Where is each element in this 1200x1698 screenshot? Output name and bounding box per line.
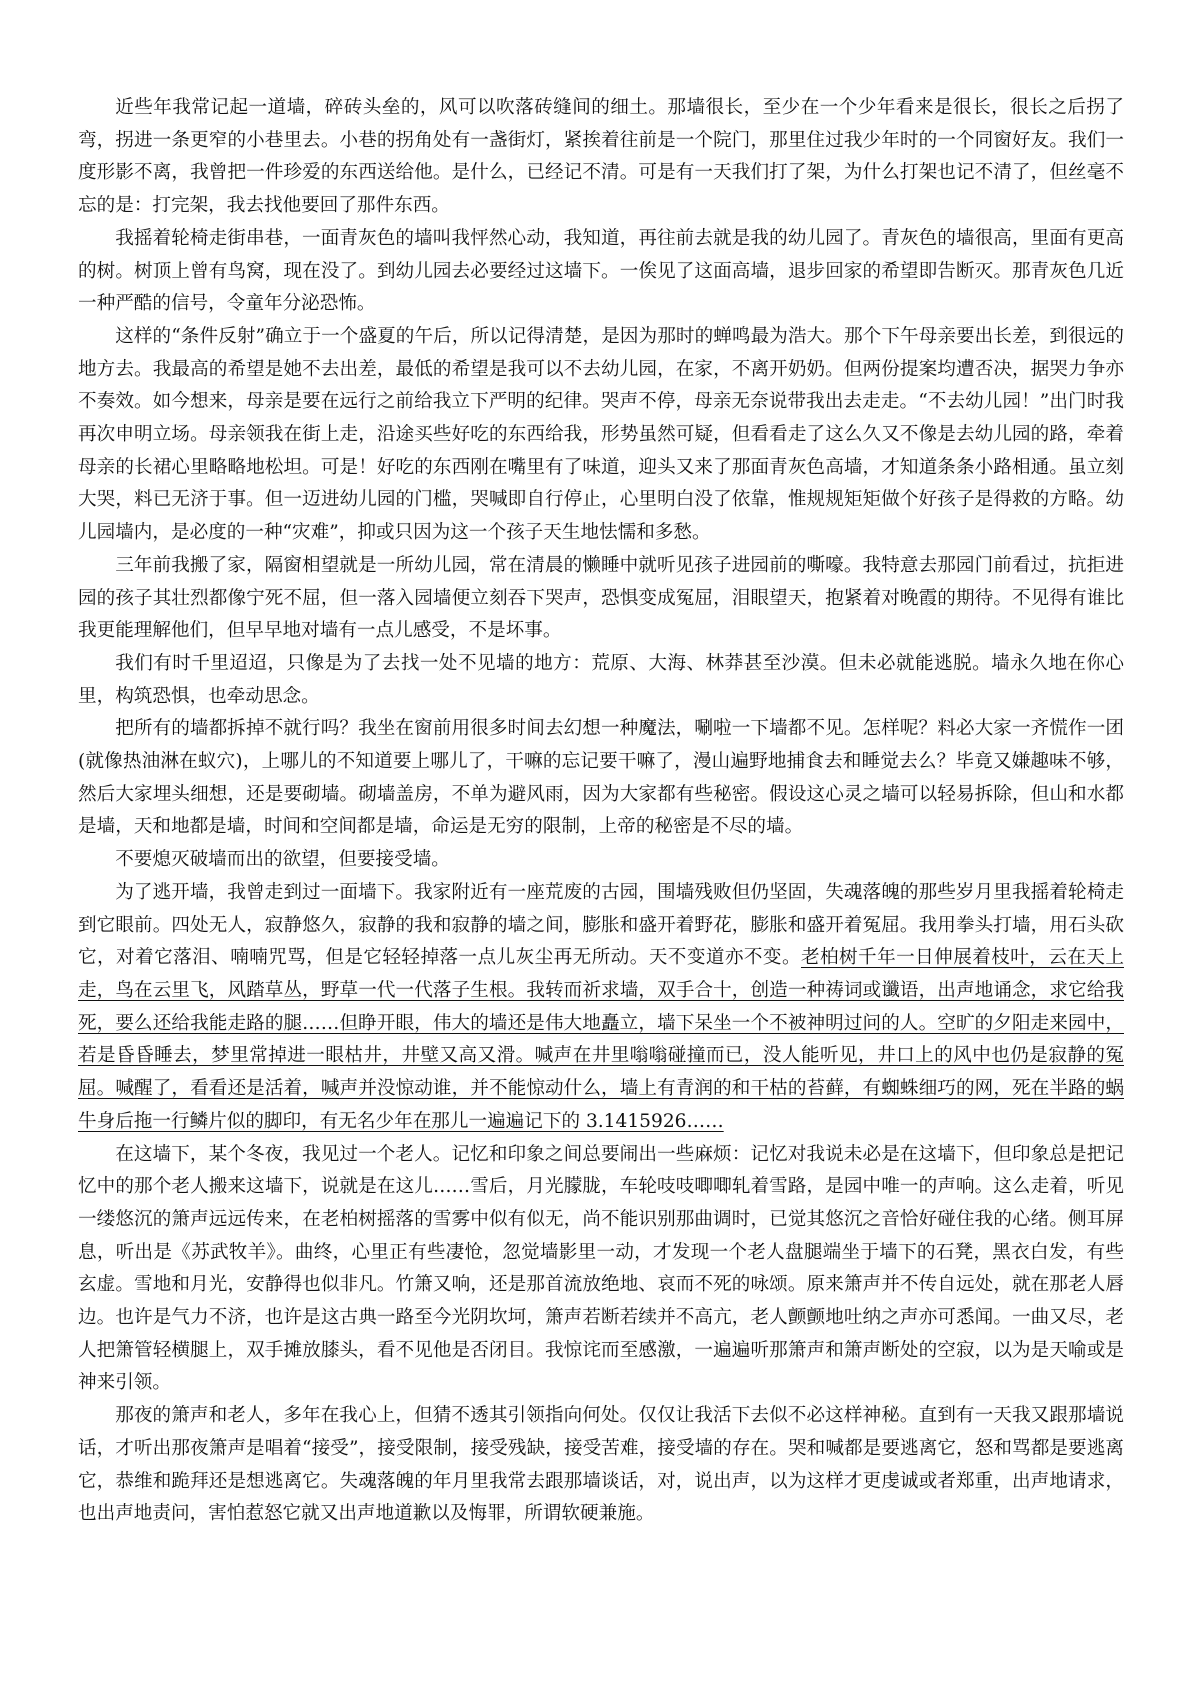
paragraph-10: 那夜的箫声和老人，多年在我心上，但猜不透其引领指向何处。仅仅让我活下去似不必这样神秘。直到有一天我又跟那墙说话，才听出那夜箫声是唱着“接受”，接受限制，接受残缺，接受苦难，接受墙的存在。哭和喊都是要逃离它，怒和骂都是要逃离它，恭维和跪拜还是想逃离它。失魂落魄的年月里我常去跟那墙谈话，对，说出声，以为这样才更虔诚或者郑重，出声地请求，也出声地责问，害怕惹怒它就又出声地道歉以及悔罪，所谓软硬兼施。 — [78, 1405, 1124, 1525]
article-body — [78, 92, 1124, 1531]
paragraph-3: 这样的“条件反射”确立于一个盛夏的午后，所以记得清楚，是因为那时的蝉鸣最为浩大。那个下午母亲要出长差，到很远的地方去。我最高的希望是她不去出差，最低的希望是我可以不去幼儿园，在家，不离开奶奶。但两份提案均遭否决，据哭力争亦不奏效。如今想来，母亲是要在远行之前给我立下严明的纪律。哭声不停，母亲无奈说带我出去走走。“不去幼儿园！”出门时我再次申明立场。母亲领我在街上走，沿途买些好吃的东西给我，形势虽然可疑，但看看走了这么久又不像是去幼儿园的路，牵着母亲的长裙心里略略地松坦。可是！好吃的东西刚在嘴里有了味道，迎头又来了那面青灰色高墙，才知道条条小路相通。虽立刻大哭，料已无济于事。但一迈进幼儿园的门槛，哭喊即自行停止，心里明白没了依靠，惟规规矩矩做个好孩子是得救的方略。幼儿园墙内，是必度的一种“灾难”，抑或只因为这一个孩子天生地怯懦和多愁。 — [78, 325, 1124, 544]
underlined-passage: 老柏树千年一日伸展着枝叶，云在天上走，鸟在云里飞，风踏草丛，野草一代一代落子生根。我转而祈求墙，双手合十，创造一种祷词或谶语，出声地诵念，求它给我死，要么还给我能走路的腿……但睁开眼，伟大的墙还是伟大地矗立，墙下呆坐一个不被神明过问的人。空旷的夕阳走来园中，若是昏昏睡去，梦里常掉进一眼枯井，井壁又高又滑。喊声在井里嗡嗡碰撞而已，没人能听见，井口上的风中也仍是寂静的冤屈。喊醒了，看看还是活着，喊声并没惊动谁，并不能惊动什么，墙上有青润的和干枯的苔藓，有蜘蛛细巧的网，死在半路的蜗牛身后拖一行鳞片似的脚印，有无名少年在那儿一遍遍记下的 3.1415926…… — [78, 947, 1124, 1132]
paragraph-8-plain: 为了逃开墙，我曾走到过一面墙下。我家附近有一座荒废的古园，围墙残败但仍坚固，失魂落魄的那些岁月里我摇着轮椅走到它眼前。四处无人，寂静悠久，寂静的我和寂静的墙之间，膨胀和盛开着野花，膨胀和盛开着冤屈。我用拳头打墙，用石头砍它，对着它落泪、喃喃咒骂，但是它轻轻掉落一点儿灰尘再无所动。天不变道亦不变。 — [78, 881, 1124, 969]
paragraph-4: 三年前我搬了家，隔窗相望就是一所幼儿园，常在清晨的懒睡中就听见孩子进园前的嘶嚎。我特意去那园门前看过，抗拒进园的孩子其壮烈都像宁死不屈，但一落入园墙便立刻吞下哭声，恐惧变成冤屈，泪眼望天，抱紧着对晚霞的期待。不见得有谁比我更能理解他们，但早早地对墙有一点儿感受，不是坏事。 — [78, 554, 1124, 642]
paragraph-1: 近些年我常记起一道墙，碎砖头垒的，风可以吹落砖缝间的细土。那墙很长，至少在一个少年看来是很长，很长之后拐了弯，拐进一条更窄的小巷里去。小巷的拐角处有一盏街灯，紧挨着往前是一个院门，那里住过我少年时的一个同窗好友。我们一度形影不离，我曾把一件珍爱的东西送给他。是什么，已经记不清。可是有一天我们打了架，为什么打架也记不清了，但丝毫不忘的是：打完架，我去找他要回了那件东西。 — [78, 97, 1124, 217]
paragraph-7: 不要熄灭破墙而出的欲望，但要接受墙。 — [115, 849, 450, 871]
paragraph-6: 把所有的墙都拆掉不就行吗？我坐在窗前用很多时间去幻想一种魔法，唰啦一下墙都不见。怎样呢？料必大家一齐慌作一团(就像热油淋在蚁穴)，上哪儿的不知道要上哪儿了，干嘛的忘记要干嘛了，漫山遍野地捕食去和睡觉去么？毕竟又嫌趣味不够，然后大家埋头细想，还是要砌墙。砌墙盖房，不单为避风雨，因为大家都有些秘密。假设这心灵之墙可以轻易拆除，但山和水都是墙，天和地都是墙，时间和空间都是墙，命运是无穷的限制，上帝的秘密是不尽的墙。 — [78, 718, 1124, 838]
paragraph-5: 我们有时千里迢迢，只像是为了去找一处不见墙的地方：荒原、大海、林莽甚至沙漠。但未必就能逃脱。墙永久地在你心里，构筑恐惧，也牵动思念。 — [78, 652, 1124, 707]
paragraph-2: 我摇着轮椅走街串巷，一面青灰色的墙叫我怦然心动，我知道，再往前去就是我的幼儿园了。青灰色的墙很高，里面有更高的树。树顶上曾有鸟窝，现在没了。到幼儿园去必要经过这墙下。一俟见了这面高墙，退步回家的希望即告断灭。那青灰色几近一种严酷的信号，令童年分泌恐怖。 — [78, 227, 1124, 315]
paragraph-8 — [78, 877, 1124, 1139]
paragraph-9: 在这墙下，某个冬夜，我见过一个老人。记忆和印象之间总要闹出一些麻烦：记忆对我说未必是在这墙下，但印象总是把记忆中的那个老人搬来这墙下，说就是在这儿……雪后，月光朦胧，车轮吱吱唧唧轧着雪路，是园中唯一的声响。这么走着，听见一缕悠沉的箫声远远传来，在老柏树摇落的雪雾中似有似无，尚不能识别那曲调时，已觉其悠沉之音恰好碰住我的心绪。侧耳屏息，听出是《苏武牧羊》。曲终，心里正有些凄怆，忽觉墙影里一动，才发现一个老人盘腿端坐于墙下的石凳，黑衣白发，有些玄虚。雪地和月光，安静得也似非凡。竹箫又响，还是那首流放绝地、哀而不死的咏颂。原来箫声并不传自远处，就在那老人唇边。也许是气力不济，也许是这古典一路至今光阴坎坷，箫声若断若续并不高亢，老人颤颤地吐纳之声亦可悉闻。一曲又尽，老人把箫管轻横腿上，双手摊放膝头，看不见他是否闭目。我惊诧而至感激，一遍遍听那箫声和箫声断处的空寂，以为是天喻或是神来引领。 — [78, 1143, 1124, 1394]
